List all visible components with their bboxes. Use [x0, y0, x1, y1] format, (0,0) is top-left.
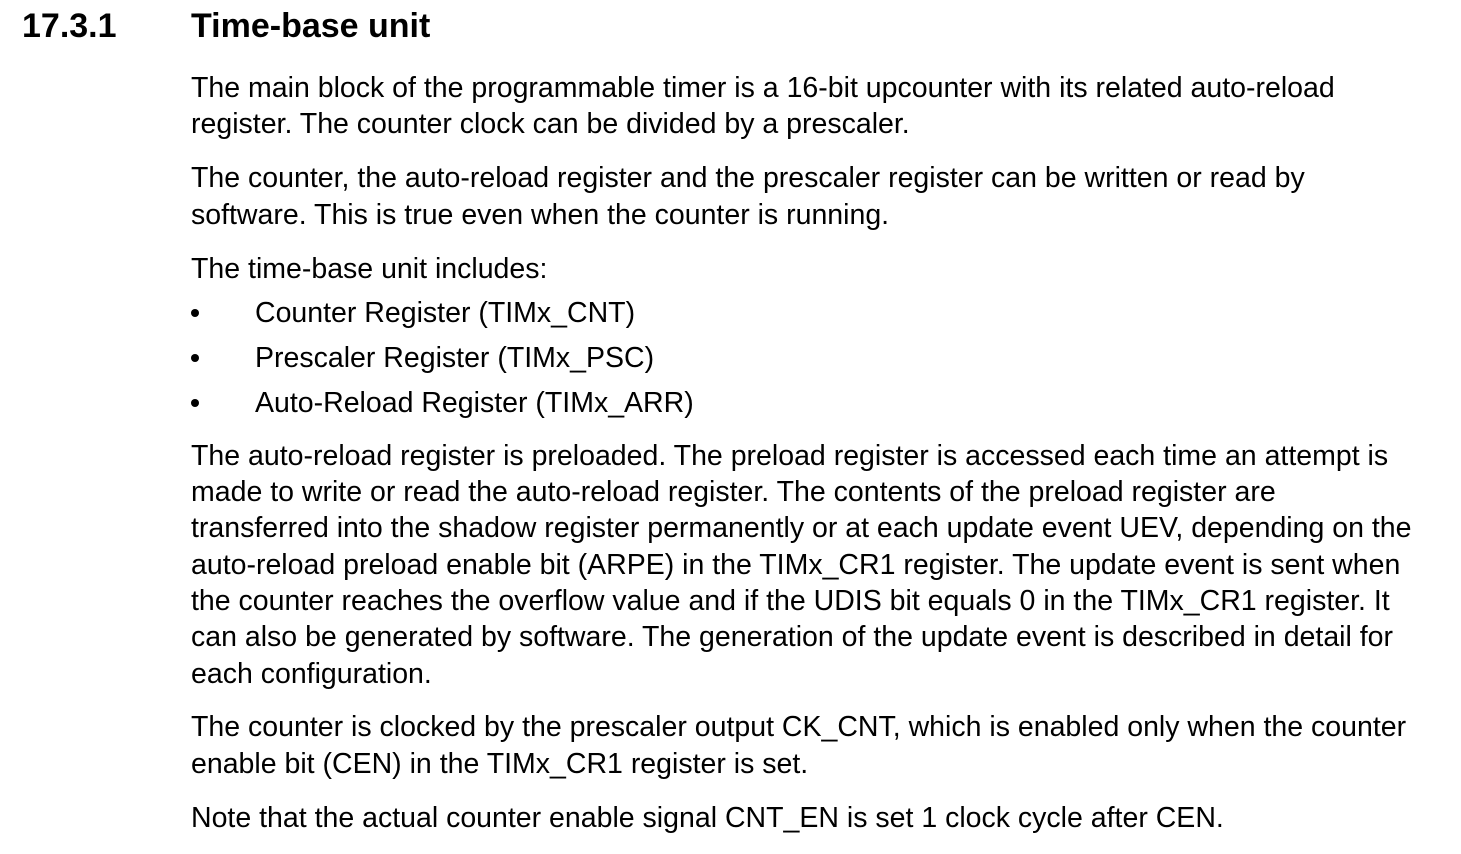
paragraph-note: Note that the actual counter enable signal CNT_EN is set 1 clock cycle after CEN. — [191, 801, 1224, 834]
list-item-text: Auto-Reload Register (TIMx_ARR) — [255, 387, 694, 420]
section-body — [191, 70, 1416, 854]
list-item-text: Prescaler Register (TIMx_PSC) — [255, 342, 655, 375]
paragraph-preload: The auto-reload register is preloaded. The preload register is accessed each time an attempt is made to write or read the auto-reload register. The contents of the preload register are transferred into the shadow register permanently or at each update event UEV, depending on the auto-reload preload enable bit (ARPE) in the TIMx_CR1 register. The update event is sent when the counter reaches the overflow value and if the UDIS bit equals 0 in the TIMx_CR1 register. It can also be generated by software. The generation of the update event is described in detail for each configuration. — [191, 439, 1412, 690]
list-item — [191, 295, 1416, 331]
section-title: Time-base unit — [191, 7, 431, 45]
list-item — [191, 340, 1416, 376]
bullet-icon — [191, 399, 199, 407]
section-number: 17.3.1 — [22, 7, 117, 45]
list-item — [191, 385, 1416, 421]
bullet-icon — [191, 309, 199, 317]
paragraph-read-write: The counter, the auto-reload register and the prescaler register can be written or read by software. This is true even when the counter is running. — [191, 162, 1305, 231]
bullet-icon — [191, 354, 199, 362]
register-list — [191, 295, 1416, 422]
paragraph-includes: The time-base unit includes: — [191, 252, 548, 285]
paragraph-main-block: The main block of the programmable timer is a 16-bit upcounter with its related auto-reload register. The counter clock can be divided by a prescaler. — [191, 72, 1335, 141]
paragraph-clocking: The counter is clocked by the prescaler output CK_CNT, which is enabled only when the counter enable bit (CEN) in the TIMx_CR1 register is set. — [191, 711, 1407, 780]
list-item-text: Counter Register (TIMx_CNT) — [255, 297, 636, 330]
